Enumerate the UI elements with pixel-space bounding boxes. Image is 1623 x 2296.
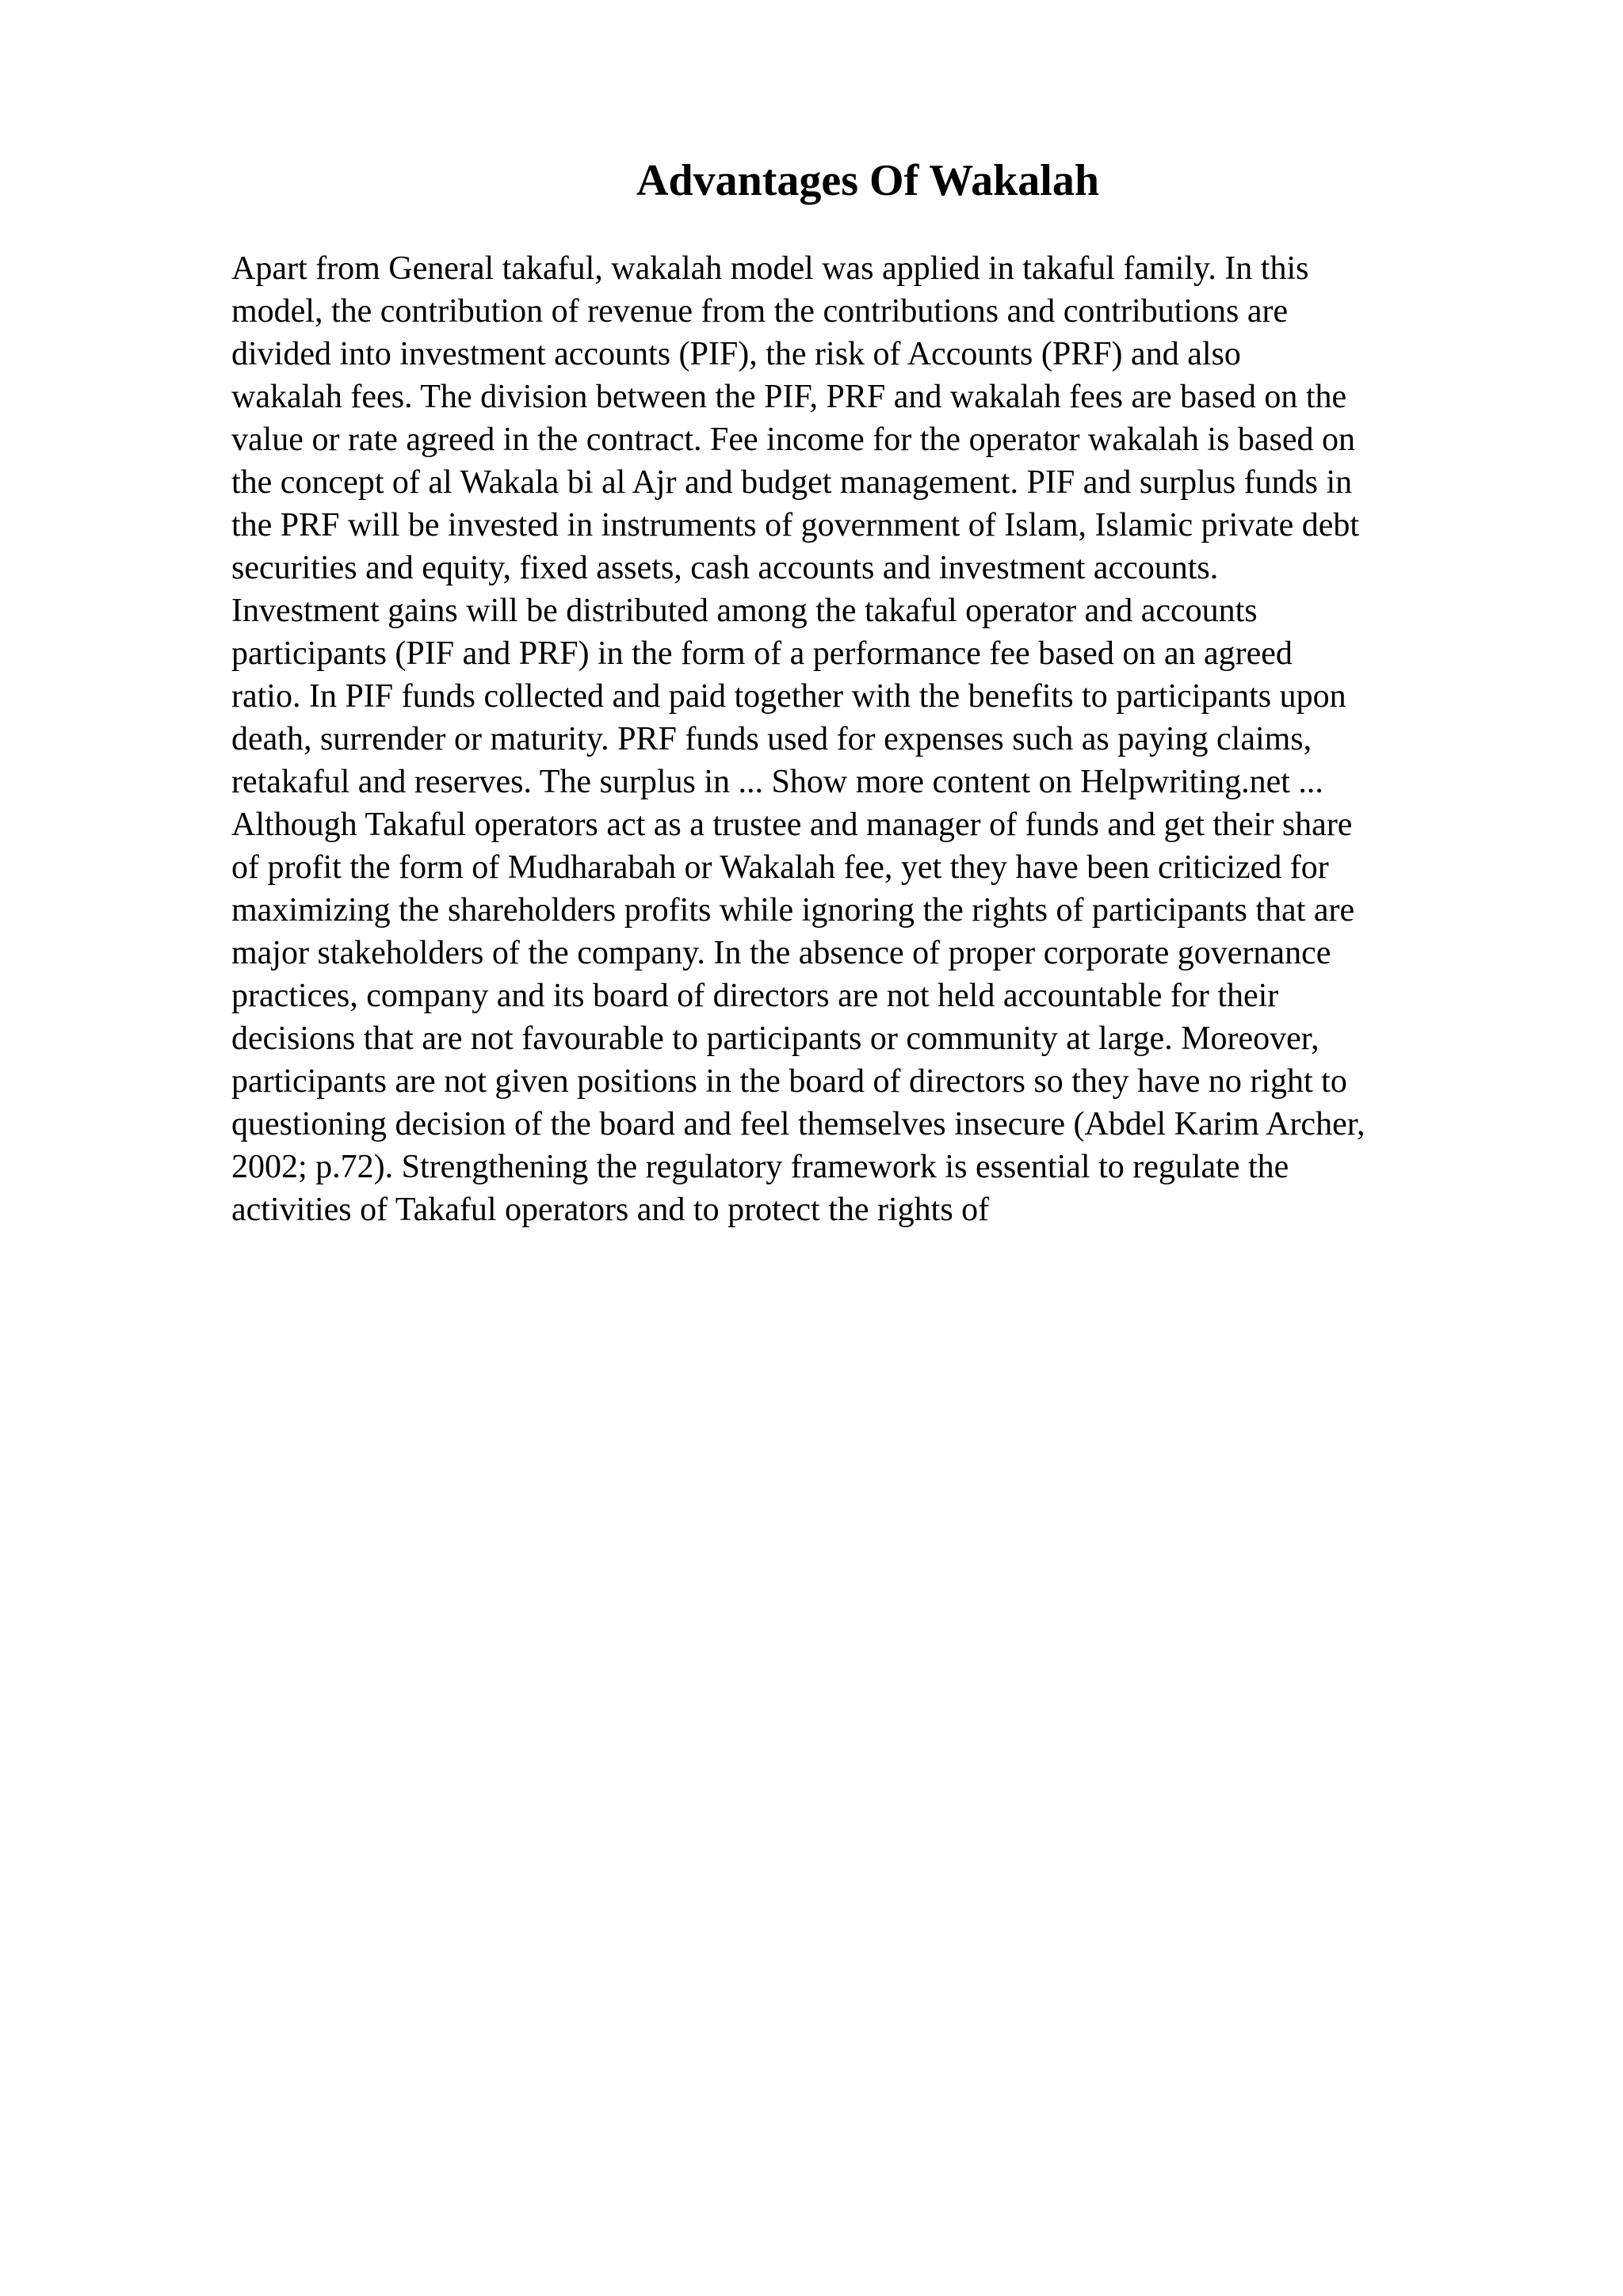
- body-line: 2002; p.72). Strengthening the regulatory framework is essential to regulate the: [231, 1149, 1289, 1185]
- body-line: maximizing the shareholders profits while ignoring the rights of participants that are: [231, 892, 1355, 929]
- body-line: value or rate agreed in the contract. Fee income for the operator wakalah is based on: [231, 421, 1356, 458]
- body-line: ratio. In PIF funds collected and paid together with the benefits to participants upon: [231, 678, 1346, 715]
- body-line: practices, company and its board of directors are not held accountable for their: [231, 978, 1279, 1014]
- document-body: [231, 247, 1531, 1231]
- body-line: activities of Takaful operators and to protect the rights of: [231, 1192, 990, 1228]
- body-line: the concept of al Wakala bi al Ajr and budget management. PIF and surplus funds in: [231, 464, 1353, 501]
- body-line: the PRF will be invested in instruments of government of Islam, Islamic private debt: [231, 507, 1360, 543]
- body-line: of profit the form of Mudharabah or Wakalah fee, yet they have been criticized for: [231, 849, 1329, 886]
- body-line: participants (PIF and PRF) in the form of a performance fee based on an agreed: [231, 635, 1293, 672]
- body-line: Although Takaful operators act as a trustee and manager of funds and get their share: [231, 807, 1353, 843]
- body-line: Apart from General takaful, wakalah model was applied in takaful family. In this: [231, 250, 1309, 287]
- document-title: Advantages Of Wakalah: [636, 156, 1099, 205]
- body-line: model, the contribution of revenue from the contributions and contributions are: [231, 293, 1289, 330]
- body-line: decisions that are not favourable to participants or community at large. Moreover,: [231, 1020, 1319, 1057]
- body-line: participants are not given positions in the board of directors so they have no right to: [231, 1063, 1347, 1100]
- body-line: wakalah fees. The division between the PIF, PRF and wakalah fees are based on the: [231, 379, 1347, 415]
- body-line: questioning decision of the board and feel themselves insecure (Abdel Karim Archer,: [231, 1106, 1365, 1142]
- body-line: major stakeholders of the company. In the absence of proper corporate governance: [231, 935, 1331, 971]
- body-line: securities and equity, fixed assets, cash accounts and investment accounts.: [231, 550, 1219, 586]
- body-line: retakaful and reserves. The surplus in ... Show more content on Helpwriting.net ...: [231, 764, 1323, 800]
- body-line: death, surrender or maturity. PRF funds used for expenses such as paying claims,: [231, 721, 1312, 757]
- body-line: divided into investment accounts (PIF), the risk of Accounts (PRF) and also: [231, 336, 1241, 372]
- body-line: Investment gains will be distributed among the takaful operator and accounts: [231, 593, 1258, 629]
